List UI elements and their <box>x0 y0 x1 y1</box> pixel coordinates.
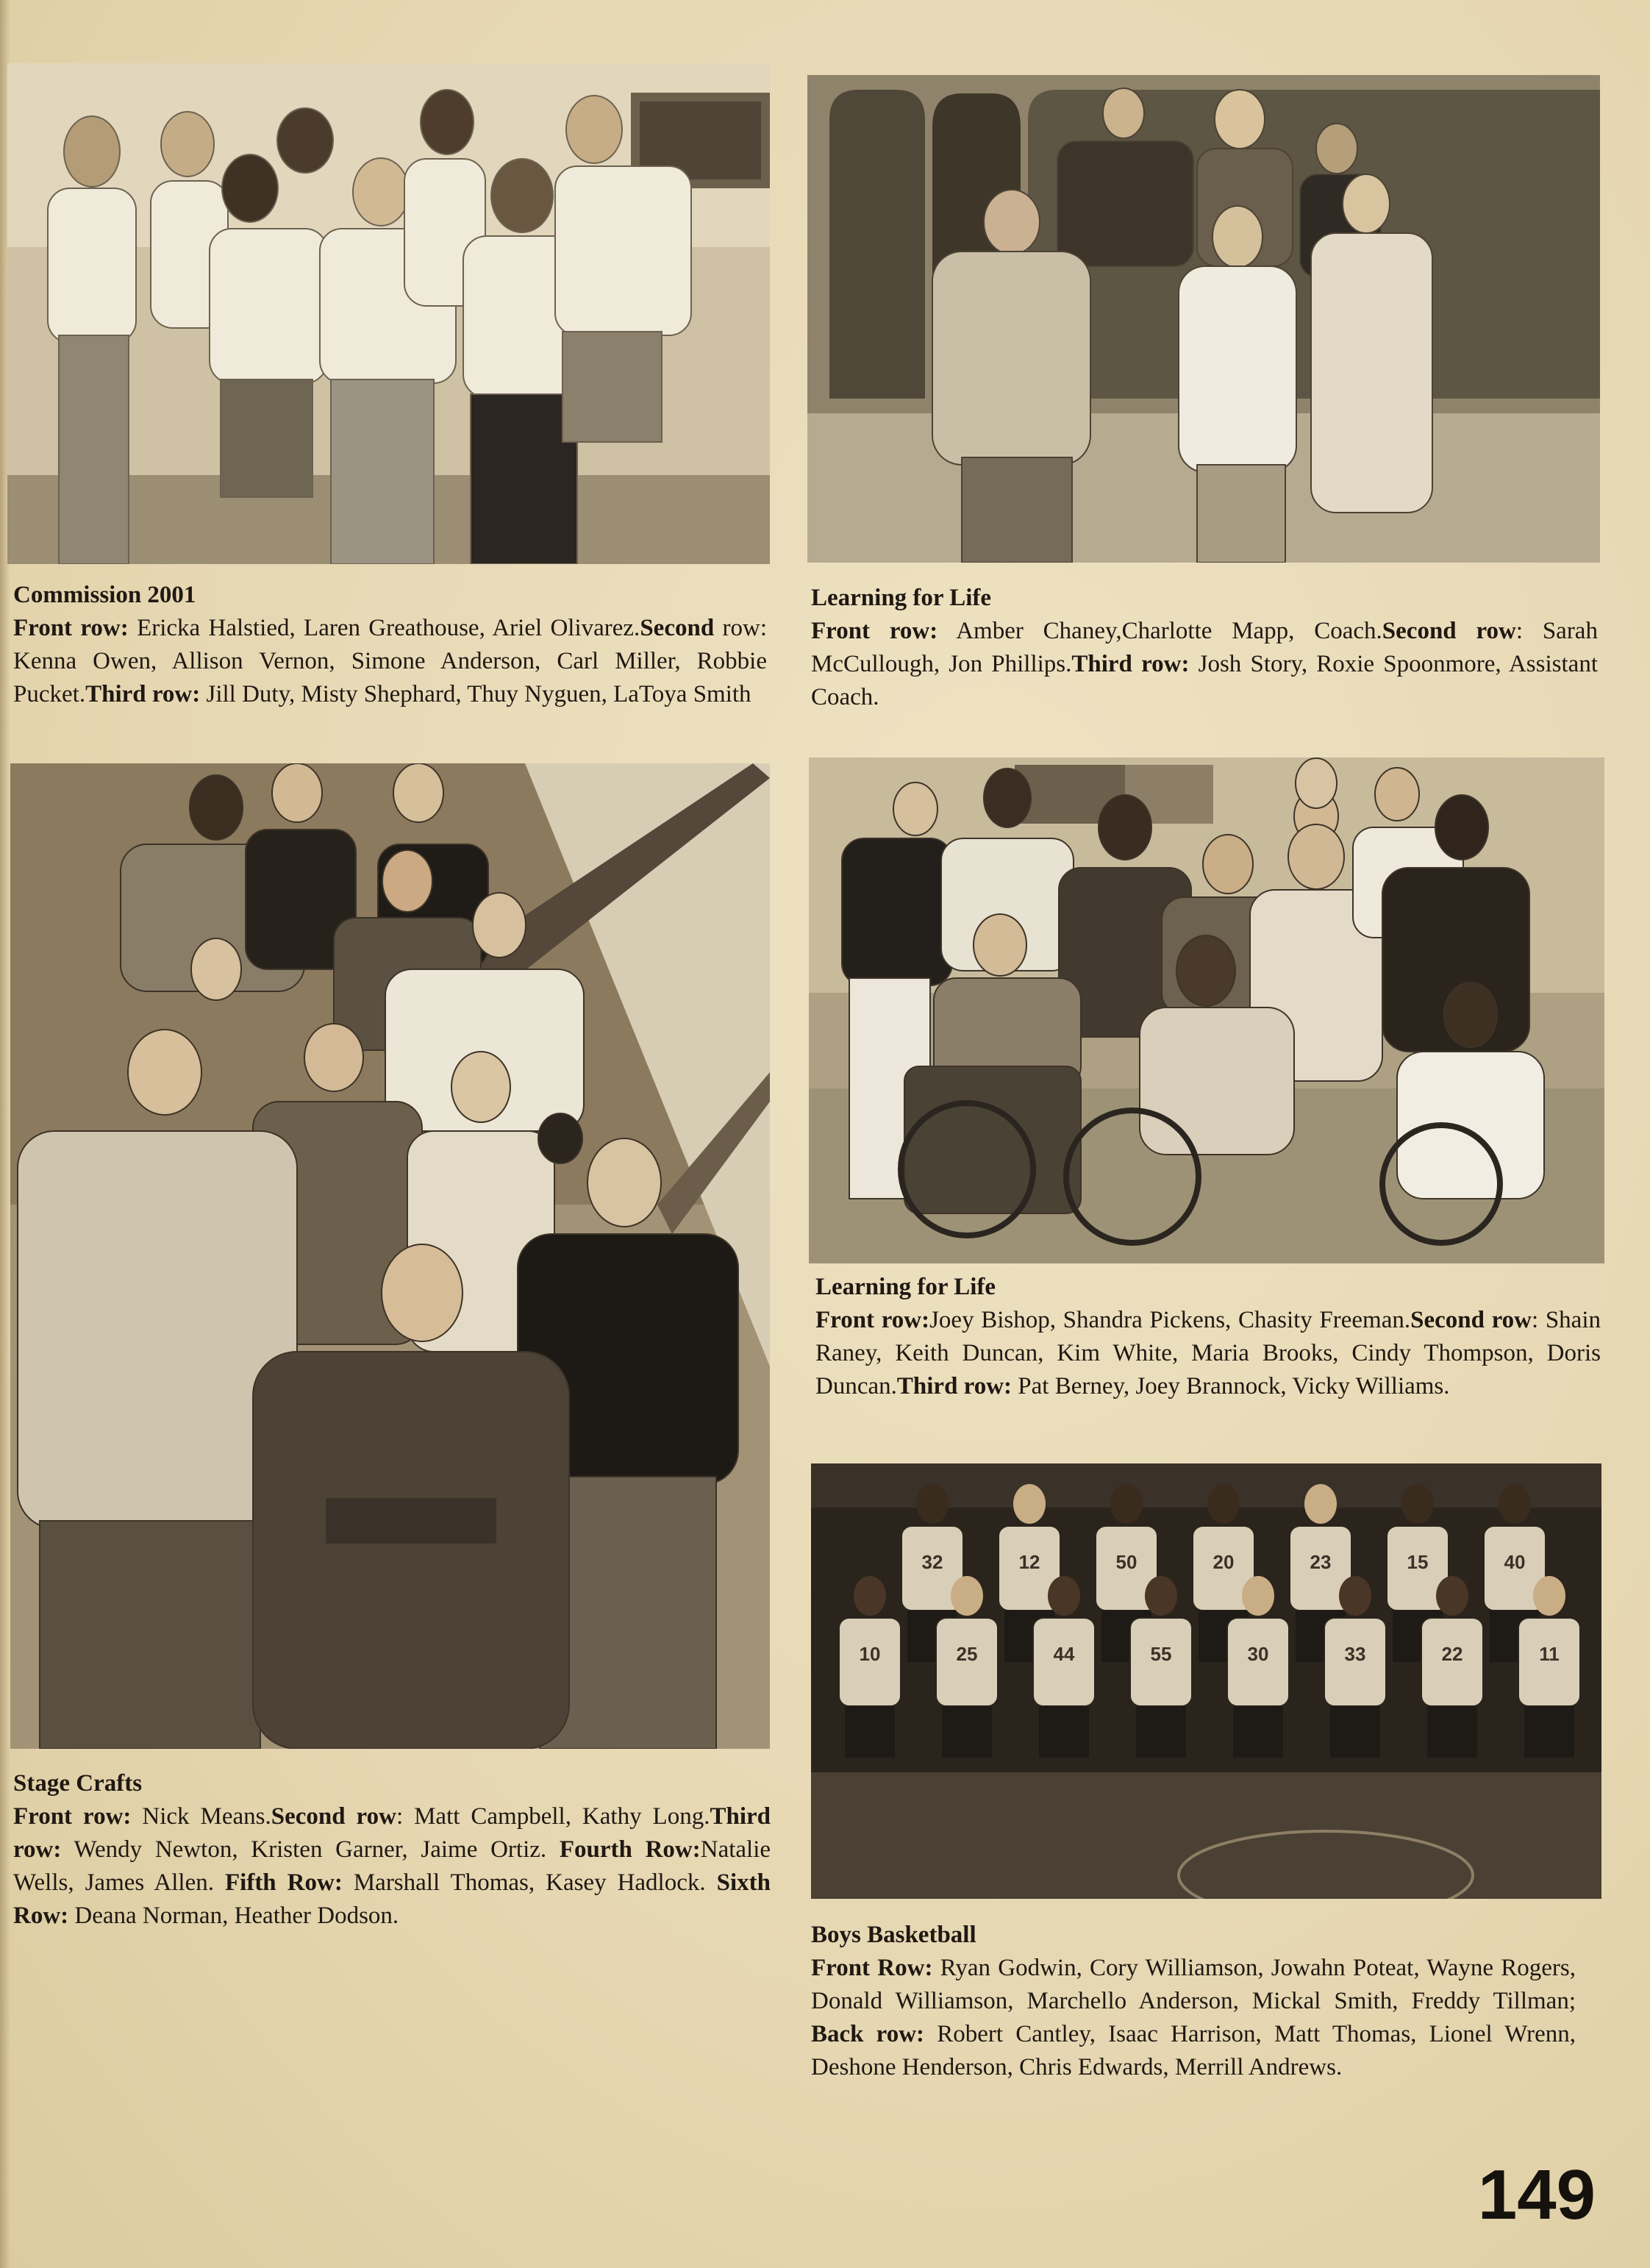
jersey-number: 11 <box>1539 1643 1560 1665</box>
photo-boys-basketball-image <box>811 1463 1601 1899</box>
player-legs <box>1136 1706 1186 1758</box>
caption-names: Pat Berney, Joey Brannock, Vicky Williams. <box>1012 1373 1450 1399</box>
photo-learning-for-life-1-image <box>807 75 1600 563</box>
caption-title: Learning for Life <box>811 585 992 611</box>
caption-names: Deana Norman, Heather Dodson. <box>68 1903 399 1929</box>
jersey-number: 25 <box>956 1643 978 1665</box>
caption-row-label: Front row: <box>13 615 129 641</box>
page-number: 149 <box>1477 2155 1596 2234</box>
caption-row-label: Second row <box>1382 618 1516 644</box>
caption-names: Nick Means. <box>131 1803 271 1830</box>
caption-title: Commission 2001 <box>13 582 196 608</box>
caption-row-label: row: <box>722 615 767 641</box>
caption-names: Wendy Newton, Kristen Garner, Jaime Ortiz. <box>61 1836 547 1863</box>
caption-names: : Shain Raney, Keith Duncan, Kim White, Maria Brooks, Cindy Thompson, Doris Duncan. <box>815 1307 1601 1399</box>
jersey-number: 44 <box>1053 1643 1075 1665</box>
player-head <box>1304 1484 1337 1524</box>
photo-boys-basketball <box>811 1463 1601 1899</box>
jersey-number: 50 <box>1115 1551 1138 1573</box>
photo-commission-2001 <box>7 63 770 564</box>
photo-learning-for-life-1 <box>807 75 1600 563</box>
photo-learning-for-life-2-image <box>809 757 1604 1263</box>
jersey-number: 55 <box>1150 1643 1172 1665</box>
player-head <box>951 1576 983 1616</box>
caption-names: Ryan Godwin, Cory Williamson, Jowahn Poteat, Wayne Rogers, Donald Williamson, Marchello Anderson, Mickal Smith, Freddy Tillman; <box>811 1955 1576 2014</box>
caption-row-label: Front Row: <box>811 1955 933 1981</box>
player-head <box>1110 1484 1143 1524</box>
caption-names: Amber Chaney,Charlotte Mapp, Coach. <box>938 618 1382 644</box>
player-head <box>1533 1576 1565 1616</box>
caption-names: Josh Story, Roxie Spoonmore, Assistant Coach. <box>811 651 1598 710</box>
jersey-number: 12 <box>1018 1551 1040 1573</box>
player-head <box>1048 1576 1080 1616</box>
caption-boys-basketball <box>811 1919 1576 2084</box>
jersey-number: 32 <box>921 1551 943 1573</box>
caption-row-label: Third row: <box>85 681 201 707</box>
caption-row-label: Fourth Row: <box>559 1836 701 1863</box>
caption-row-label: Front row: <box>811 618 938 644</box>
player-head <box>916 1484 949 1524</box>
jersey-number: 15 <box>1407 1551 1429 1573</box>
caption-learning-for-life-2 <box>815 1271 1601 1403</box>
photo-commission-2001-image <box>7 63 770 564</box>
player-legs <box>1330 1706 1380 1758</box>
player-legs <box>1524 1706 1574 1758</box>
player-head <box>854 1576 886 1616</box>
player-head <box>1013 1484 1046 1524</box>
caption-title: Boys Basketball <box>811 1922 976 1948</box>
player-head <box>1401 1484 1434 1524</box>
caption-row-label: Third row: <box>1071 651 1190 677</box>
player-legs <box>845 1706 895 1758</box>
player-head <box>1436 1576 1468 1616</box>
caption-names: Marshall Thomas, Kasey Hadlock. <box>342 1869 706 1896</box>
caption-row-label: Back row: <box>811 2021 925 2047</box>
player-legs <box>1233 1706 1283 1758</box>
caption-names: Joey Bishop, Shandra Pickens, Chasity Freeman. <box>929 1307 1411 1333</box>
caption-row-label: Fifth Row: <box>225 1869 343 1896</box>
caption-names: Kenna Owen, Allison Vernon, Simone Anderson, Carl Miller, Robbie Pucket. <box>13 648 767 707</box>
caption-row-label: Sixth Row: <box>13 1869 771 1929</box>
caption-names: Ericka Halstied, Laren Greathouse, Ariel Olivarez. <box>128 615 640 641</box>
jersey-number: 23 <box>1310 1551 1332 1573</box>
caption-row-label: Front row: <box>815 1307 930 1333</box>
player-head <box>1145 1576 1177 1616</box>
caption-names: : Matt Campbell, Kathy Long. <box>396 1803 710 1830</box>
caption-title: Learning for Life <box>815 1274 996 1300</box>
player-head <box>1499 1484 1531 1524</box>
player-legs <box>1427 1706 1477 1758</box>
caption-row-label: Second row <box>1410 1307 1532 1333</box>
caption-names: Natalie Wells, James Allen. <box>13 1836 771 1896</box>
caption-row-label: Second row <box>271 1803 396 1830</box>
jersey-number: 22 <box>1441 1643 1463 1665</box>
jersey-number: 10 <box>859 1643 881 1665</box>
caption-row-label: Third row: <box>13 1803 771 1863</box>
jersey-number: 20 <box>1212 1551 1235 1573</box>
jersey-number: 30 <box>1247 1643 1269 1665</box>
caption-learning-for-life-1 <box>811 582 1598 714</box>
caption-row-label: Second <box>640 615 715 641</box>
photo-stage-crafts-image <box>10 763 770 1749</box>
caption-row-label: Third row: <box>896 1373 1013 1399</box>
photo-learning-for-life-2 <box>809 757 1604 1263</box>
player-head <box>1242 1576 1274 1616</box>
jersey-number: 40 <box>1504 1551 1526 1573</box>
player-head <box>1207 1484 1240 1524</box>
caption-names: : Sarah McCullough, Jon Phillips. <box>811 618 1598 677</box>
caption-names: Robert Cantley, Isaac Harrison, Matt Thomas, Lionel Wrenn, Deshone Henderson, Chris Edwards, Merrill Andrews. <box>811 2021 1576 2080</box>
player-head <box>1339 1576 1371 1616</box>
caption-stage-crafts <box>13 1767 771 1933</box>
player-legs <box>942 1706 992 1758</box>
caption-commission-2001 <box>13 579 767 711</box>
photo-stage-crafts <box>10 763 770 1749</box>
player-legs <box>1039 1706 1089 1758</box>
caption-names: Jill Duty, Misty Shephard, Thuy Nyguen, LaToya Smith <box>200 681 751 707</box>
caption-title: Stage Crafts <box>13 1770 143 1797</box>
caption-row-label: Front row: <box>13 1803 132 1830</box>
jersey-number: 33 <box>1344 1643 1366 1665</box>
